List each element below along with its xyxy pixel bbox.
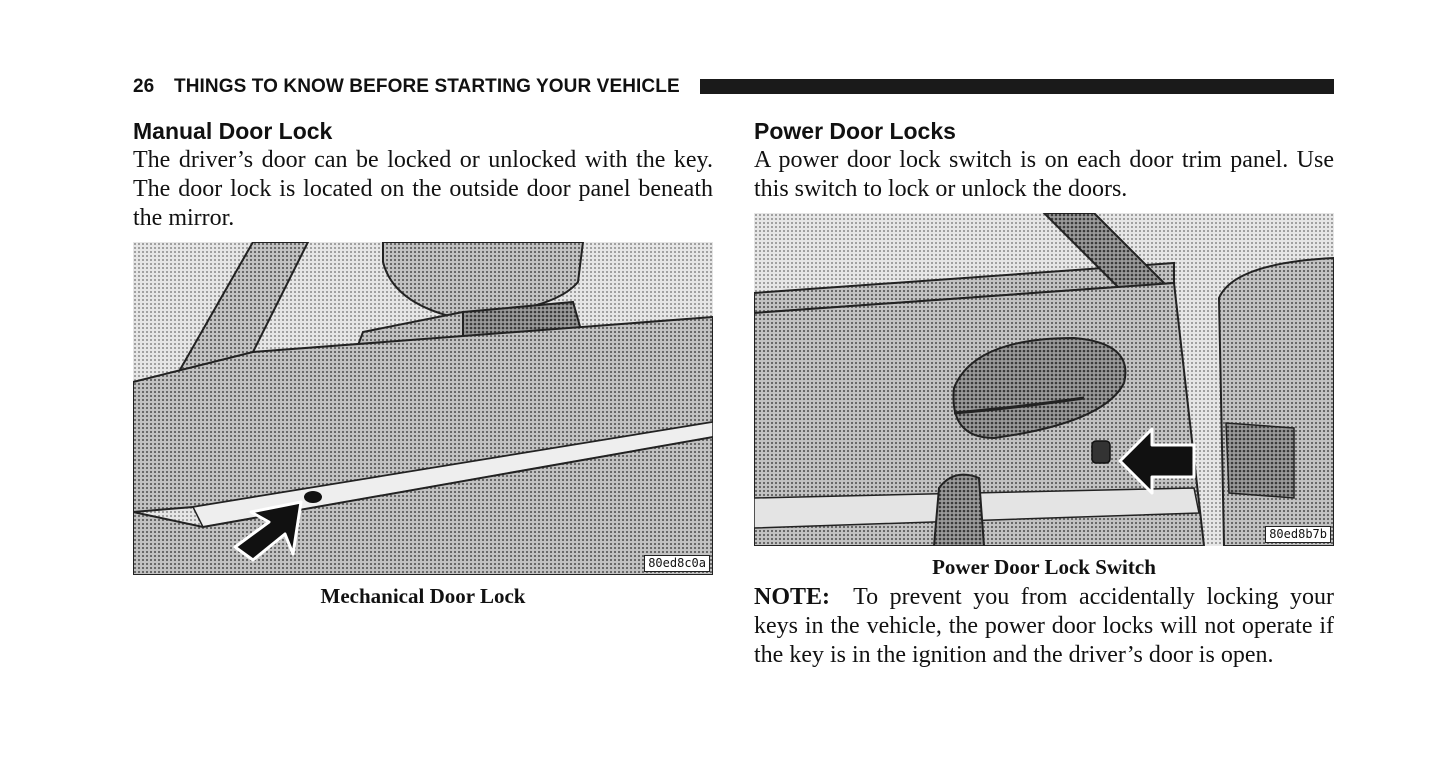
manual-door-lock-section [133,116,713,609]
power-door-locks-heading: Power Door Locks [754,118,956,144]
note-label: NOTE: [754,584,831,610]
note-text: To prevent you from accidentally locking your keys in the vehicle, the power door locks will not operate if the key is in the ignition and the driver’s door is open. [754,584,1335,668]
running-head: THINGS TO KNOW BEFORE STARTING YOUR VEHICLE [174,76,680,97]
power-door-locks-section [754,116,1334,670]
figure-id-label: 80ed8c0a [644,555,710,572]
mechanical-door-lock-figure [133,242,713,575]
power-door-locks-paragraph: A power door lock switch is on each door trim panel. Use this switch to lock or unlock the doors. [754,147,1334,202]
manual-door-lock-paragraph: The driver’s door can be locked or unlocked with the key. The door lock is located on the outside door panel beneath the mirror. [133,147,713,231]
figure-id-label: 80ed8b7b [1265,526,1331,543]
mechanical-door-lock-caption: Mechanical Door Lock [320,584,526,608]
note-paragraph [754,583,1334,670]
page-header [133,74,1334,100]
manual-door-lock-heading: Manual Door Lock [133,118,333,144]
header-rule [700,79,1334,94]
power-door-lock-switch-caption: Power Door Lock Switch [932,555,1156,579]
power-door-lock-switch-figure [754,213,1334,546]
mechanical-door-lock-illustration [133,242,713,575]
page-number: 26 [133,76,155,97]
power-door-lock-switch-illustration [754,213,1334,546]
